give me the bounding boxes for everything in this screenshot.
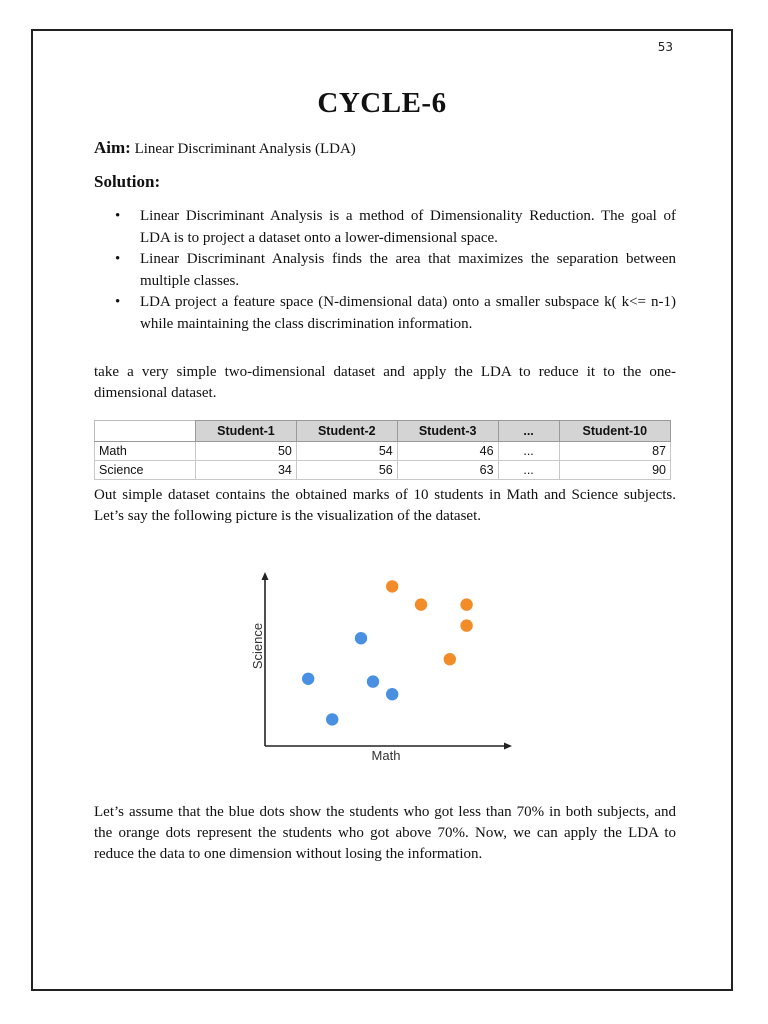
table-header-cell: Student-10 xyxy=(559,421,670,442)
scatter-chart xyxy=(245,570,520,770)
x-axis-label: Math xyxy=(371,748,401,763)
table-cell: 87 xyxy=(559,442,670,461)
scatter-plot-svg xyxy=(245,570,520,770)
table-cell: Science xyxy=(95,461,196,480)
blue-data-point xyxy=(326,713,338,725)
table-cell: Math xyxy=(95,442,196,461)
blue-data-point xyxy=(367,675,379,687)
page-frame xyxy=(31,29,733,991)
bullet-dot-icon: • xyxy=(115,294,121,310)
bullet-text: Linear Discriminant Analysis finds the area that maximizes the separation between multiple classes. xyxy=(140,251,676,289)
orange-data-point xyxy=(460,619,472,631)
table-cell: 50 xyxy=(196,442,297,461)
orange-data-point xyxy=(415,598,427,610)
bullet-dot-icon: • xyxy=(115,251,121,267)
assumption-paragraph: Let’s assume that the blue dots show the students who got less than 70% in both subjects, and the orange dots represent the students who got above 70%. Now, we can apply the LDA to reduce the data to one dimension without losing the information. xyxy=(94,804,676,862)
x-axis-arrow-icon xyxy=(504,743,512,750)
orange-data-point xyxy=(386,580,398,592)
table-header-cell: Student-1 xyxy=(196,421,297,442)
table-cell: ... xyxy=(498,442,559,461)
intro-paragraph: take a very simple two-dimensional dataset and apply the LDA to reduce it to the one-dimensional dataset. xyxy=(94,364,676,401)
table-cell: 34 xyxy=(196,461,297,480)
aim-label: Aim: xyxy=(94,138,131,157)
table-header-cell: ... xyxy=(498,421,559,442)
table-cell: 90 xyxy=(559,461,670,480)
bullet-dot-icon: • xyxy=(115,208,121,224)
blue-data-point xyxy=(302,673,314,685)
table-cell: ... xyxy=(498,461,559,480)
table-header-cell: Student-2 xyxy=(296,421,397,442)
dataset-paragraph: Out simple dataset contains the obtained marks of 10 students in Math and Science subjects. Let’s say the following picture is the visualization of the dataset. xyxy=(94,487,676,524)
table-header-cell xyxy=(95,421,196,442)
table-cell: 56 xyxy=(296,461,397,480)
blue-data-point xyxy=(355,632,367,644)
aim-line xyxy=(94,138,356,158)
bullet-item xyxy=(94,249,676,292)
solution-heading: Solution: xyxy=(94,172,161,191)
y-axis-arrow-icon xyxy=(262,572,269,580)
bullet-item xyxy=(94,206,676,249)
blue-data-point xyxy=(386,688,398,700)
bullet-item xyxy=(94,292,676,335)
marks-table xyxy=(94,420,671,480)
orange-data-point xyxy=(460,598,472,610)
aim-text: Linear Discriminant Analysis (LDA) xyxy=(134,141,356,157)
table-cell: 63 xyxy=(397,461,498,480)
bullet-text: Linear Discriminant Analysis is a method of Dimensionality Reduction. The goal of LDA is to project a dataset onto a lower-dimensional space. xyxy=(140,208,676,246)
page-number: 53 xyxy=(657,40,673,54)
table-header-row xyxy=(95,421,671,442)
y-axis-label: Science xyxy=(250,622,265,670)
orange-data-point xyxy=(444,653,456,665)
table-row xyxy=(95,461,671,480)
scatter-points-group xyxy=(302,580,473,725)
solution-bullet-list xyxy=(94,206,676,335)
page-title: CYCLE-6 xyxy=(317,87,447,119)
table-cell: 54 xyxy=(296,442,397,461)
bullet-text: LDA project a feature space (N-dimensional data) onto a smaller subspace k( k<= n-1) while maintaining the class discrimination information. xyxy=(140,294,676,332)
table-row xyxy=(95,442,671,461)
table-cell: 46 xyxy=(397,442,498,461)
table-header-cell: Student-3 xyxy=(397,421,498,442)
